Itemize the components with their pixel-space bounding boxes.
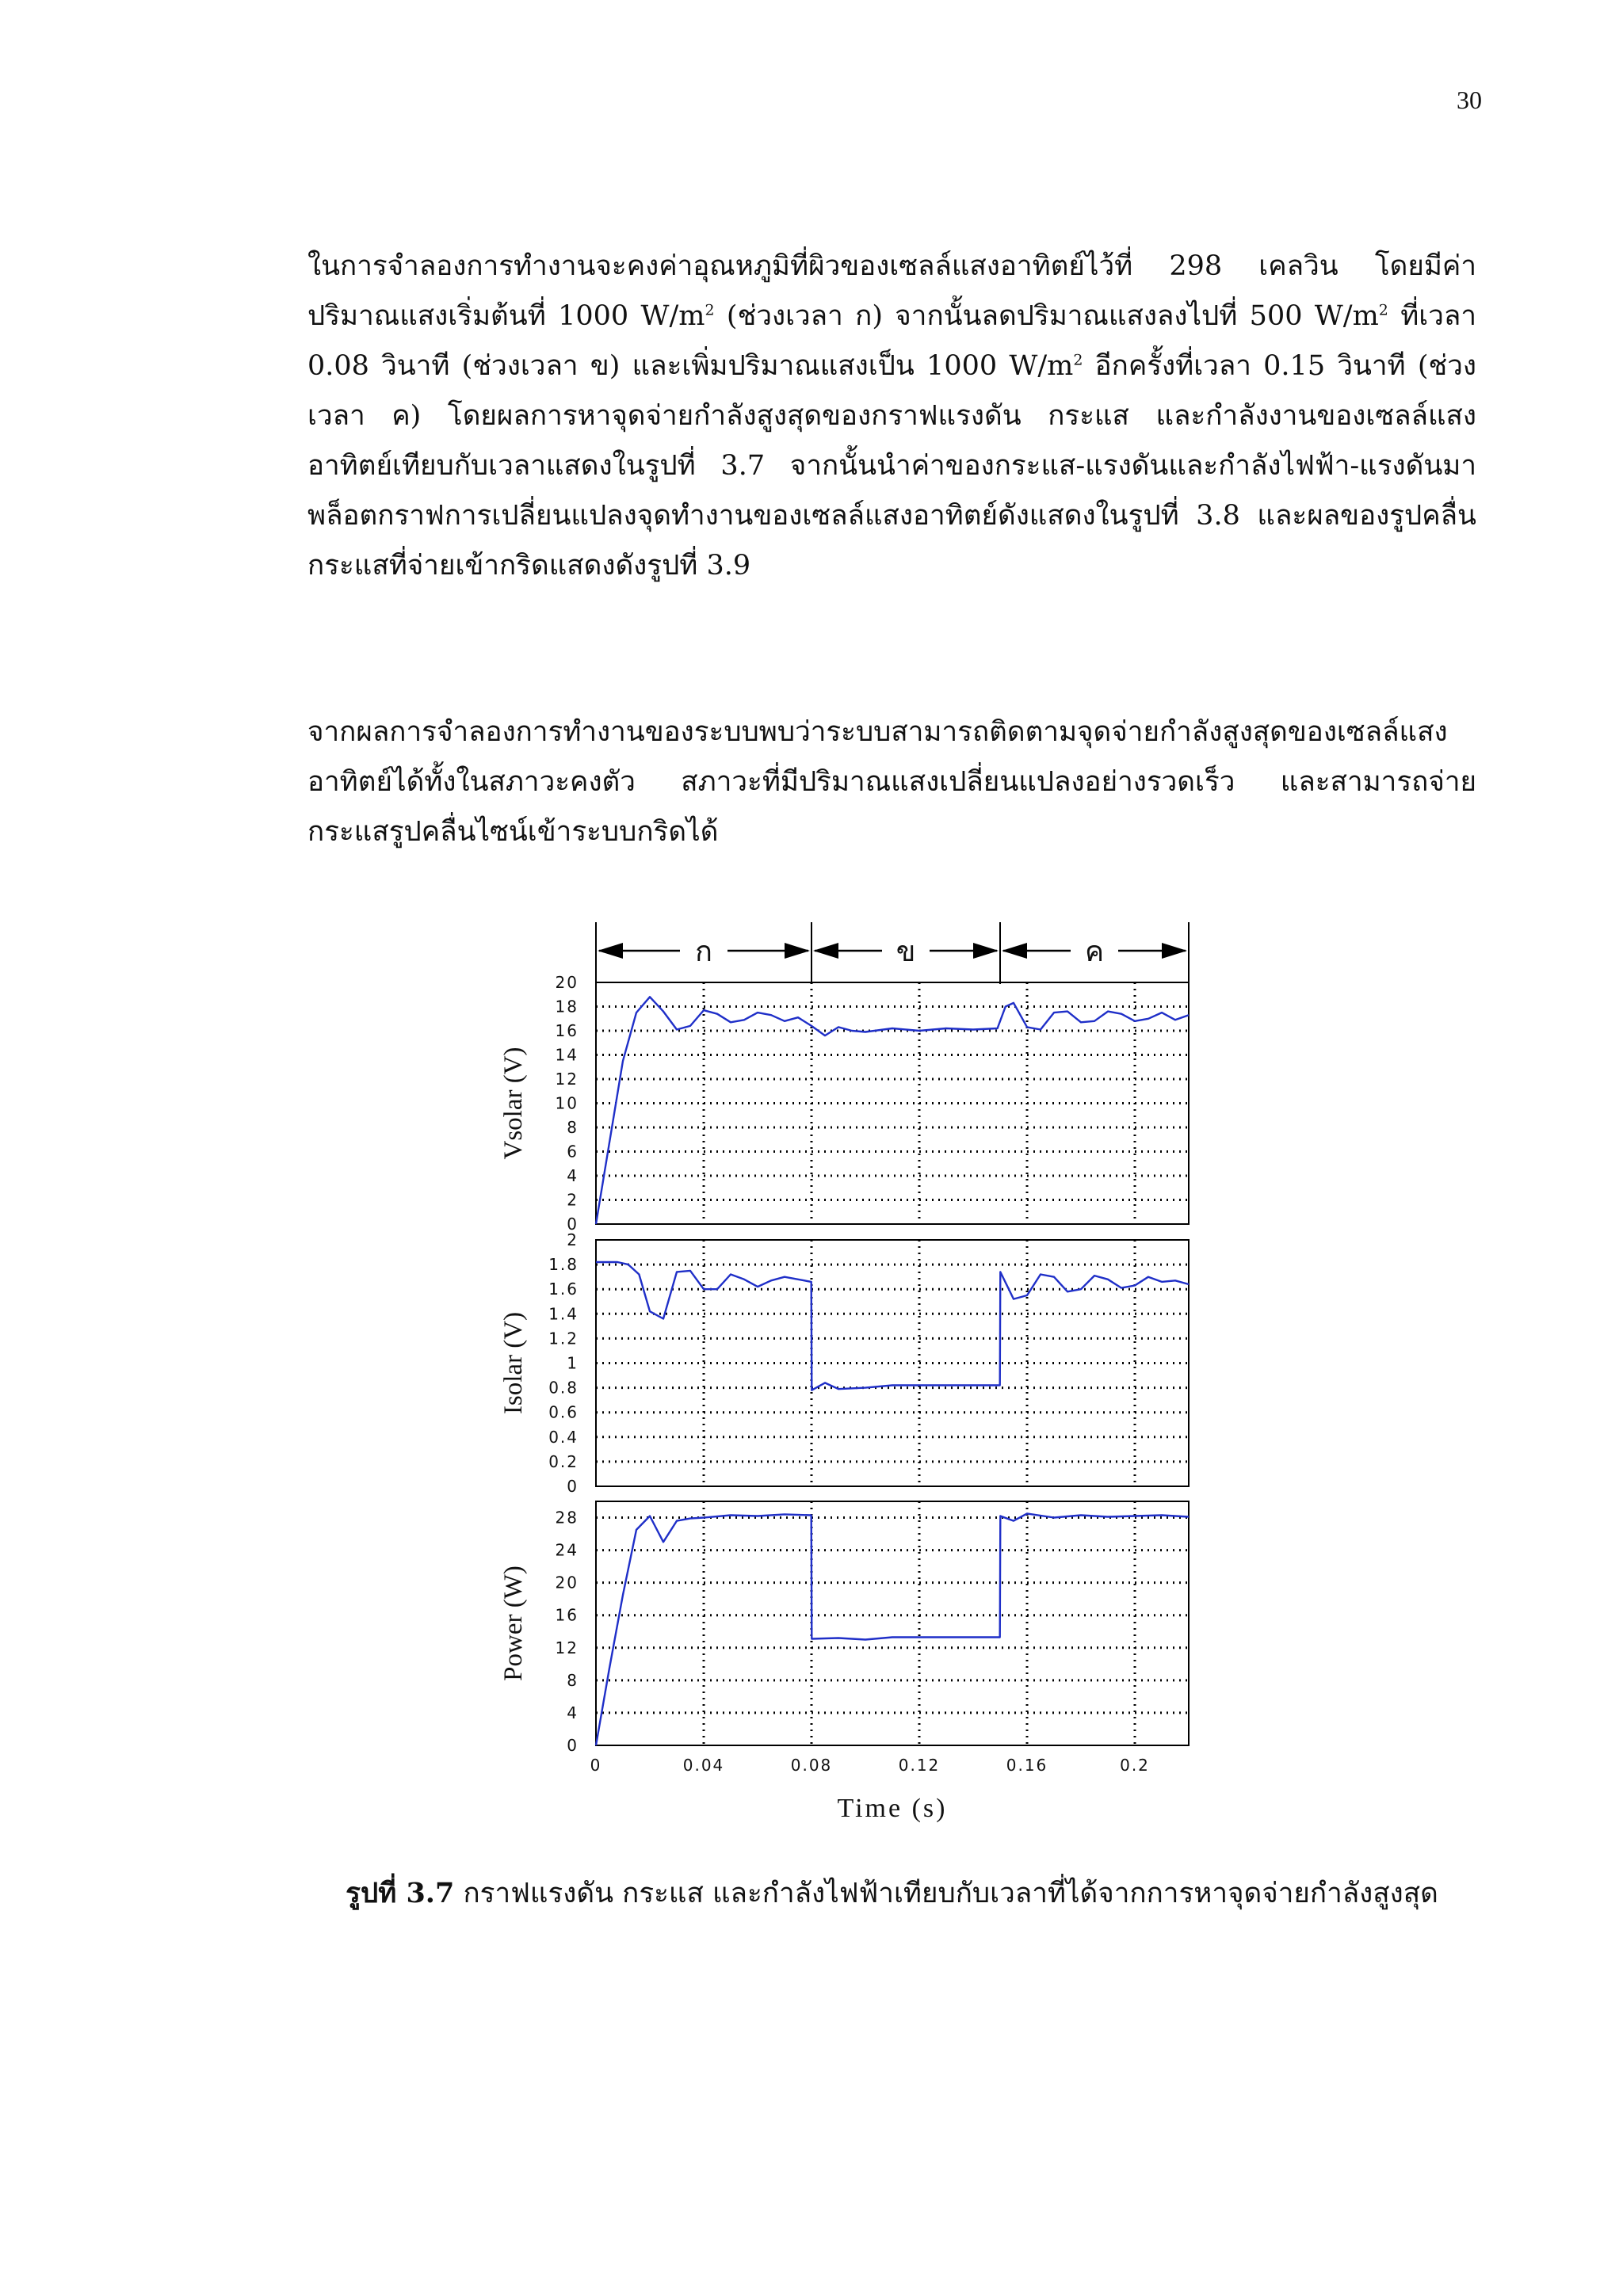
y-tick-label: 18 [555,997,579,1016]
y-tick-label: 1.4 [548,1304,579,1324]
x-tick-label: 0 [590,1756,602,1775]
x-tick-label: 0.04 [682,1756,725,1775]
y-tick-label: 1.6 [548,1280,579,1299]
y-tick-label: 0.4 [548,1427,579,1447]
period-arrowhead [785,943,810,959]
y-tick-label: 20 [555,973,579,992]
period-arrowhead [598,943,623,959]
x-tick-label: 0.2 [1120,1756,1150,1775]
series-line [596,1513,1189,1745]
y-tick-label: 1 [567,1353,579,1373]
y-tick-label: 0 [567,1736,579,1755]
x-axis-label: Time (s) [837,1794,948,1823]
caption-text: กราฟแรงดัน กระแส และกำลังไฟฟ้าเทียบกับเวลาที่ได้จากการหาจุดจ่ายกำลังสูงสุด [454,1878,1438,1909]
period-arrowhead [1162,943,1187,959]
paragraph-2: จากผลการจำลองการทำงานของระบบพบว่าระบบสามารถติดตามจุดจ่ายกำลังสูงสุดของเซลล์แสงอาทิตย์ได้ทั้งในสภาวะคงตัว สภาวะที่มีปริมาณแสงเปลี่ยนแปลงอย่างรวดเร็ว และสามารถจ่ายกระแสรูปคลื่นไซน์เข้าระบบกริดได้ [307,716,1476,848]
caption-label: รูปที่ 3.7 [346,1877,455,1909]
series-line [596,1262,1189,1390]
y-tick-label: 20 [555,1573,579,1592]
y-axis-label: Isolar (V) [499,1311,528,1415]
y-tick-label: 16 [555,1021,579,1040]
page-number: 30 [1457,86,1482,114]
period-label: ค [1084,936,1105,968]
y-tick-label: 1.2 [548,1329,579,1348]
y-tick-label: 24 [555,1540,579,1560]
y-tick-label: 2 [567,1190,579,1210]
y-tick-label: 28 [555,1508,579,1527]
y-tick-label: 0.6 [548,1402,579,1422]
y-tick-label: 10 [555,1093,579,1113]
period-label: ข [896,936,916,968]
figure-3-7 [475,911,1205,1833]
y-tick-label: 12 [555,1070,579,1089]
y-tick-label: 0 [567,1215,579,1234]
y-tick-label: 2 [567,1230,579,1249]
y-tick-label: 0 [567,1477,579,1496]
y-axis-label: Vsolar (V) [499,1047,528,1160]
plot-frame [596,1501,1189,1745]
period-arrowhead [973,943,999,959]
period-label: ก [695,936,712,968]
paragraph-1: ในการจำลองการทำงานจะคงค่าอุณหภูมิที่ผิวของเซลล์แสงอาทิตย์ไว้ที่ 298 เคลวิน โดยมีค่าปริมาณแสงเริ่มต้นที่ 1000 $W/m^2$ (ช่วงเวลา ก) จากนั้นลดปริมาณแสงลงไปที่ 500 $W/m^2$ ที่เวลา 0.08 วินาที (ช่วงเวลา ข) และเพิ่มปริมาณแสงเป็น 1000 $W/m^2$ อีกครั้งที่เวลา 0.15 วินาที (ช่วงเวลา ค) โดยผลการหาจุดจ่ายกำลังสูงสุดของกราฟแรงดัน กระแส และกำลังงานของเซลล์แสงอาทิตย์เทียบกับเวลาแสดงในรูปที่ 3.7 จากนั้นนำค่าของกระแส-แรงดันและกำลังไฟฟ้า-แรงดันมาพล็อตกราฟการเปลี่ยนแปลงจุดทำงานของเซลล์แสงอาทิตย์ดังแสดงในรูปที่ 3.8 และผลของรูปคลื่นกระแสที่จ่ายเข้ากริดแสดงดังรูปที่ 3.9 [307,250,1476,582]
y-tick-label: 12 [555,1638,579,1657]
y-tick-label: 4 [567,1166,579,1185]
y-axis-label: Power (W) [499,1566,528,1681]
y-tick-label: 4 [567,1703,579,1722]
chart-svg [475,911,1205,1830]
figure-caption [307,1871,1476,1915]
period-arrowhead [813,943,838,959]
y-tick-label: 6 [567,1142,579,1161]
x-tick-label: 0.12 [898,1756,941,1775]
y-tick-label: 8 [567,1118,579,1137]
y-tick-label: 0.8 [548,1378,579,1398]
y-tick-label: 1.8 [548,1255,579,1275]
y-tick-label: 0.2 [548,1451,579,1471]
y-tick-label: 16 [555,1605,579,1625]
y-tick-label: 8 [567,1670,579,1690]
y-tick-label: 14 [555,1045,579,1065]
x-tick-label: 0.16 [1006,1756,1048,1775]
x-tick-label: 0.08 [790,1756,833,1775]
period-arrowhead [1002,943,1027,959]
